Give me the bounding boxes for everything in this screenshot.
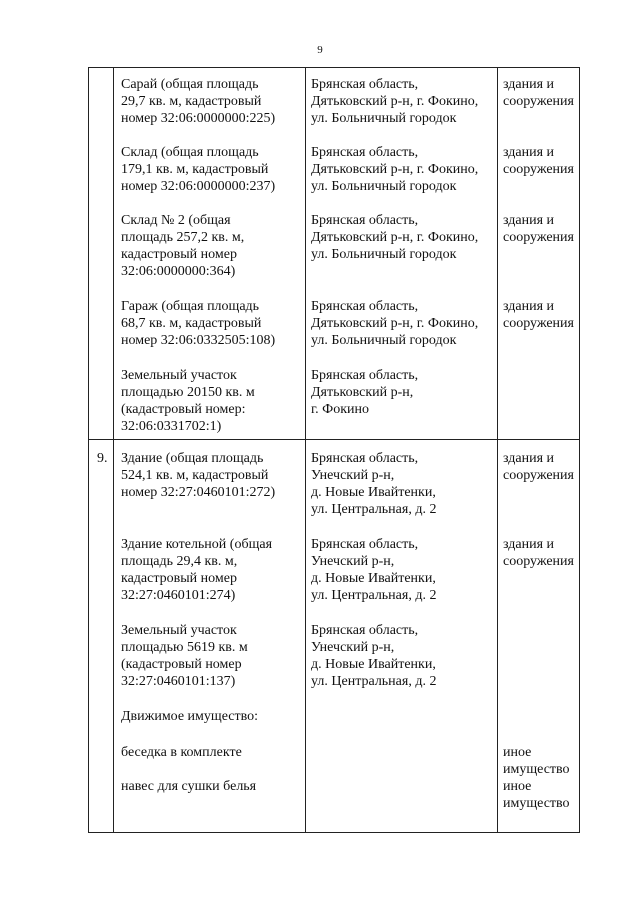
property-type: здания и сооружения	[503, 537, 574, 569]
table-row	[89, 68, 579, 440]
property-type: здания и сооружения	[503, 77, 574, 109]
property-address: Брянская область, Дятьковский р-н, г. Фокино, ул. Больничный городок	[311, 299, 479, 348]
property-name: Земельный участок площадью 5619 кв. м (кадастровый номер 32:27:0460101:137)	[121, 623, 248, 689]
property-name: Склад № 2 (общая площадь 257,2 кв. м, кадастровый номер 32:06:0000000:364)	[121, 213, 245, 279]
column-divider	[113, 68, 114, 439]
property-address: Брянская область, Дятьковский р-н, г. Фокино	[311, 368, 419, 417]
table-row	[89, 440, 579, 832]
property-address: Брянская область, Унечский р-н, д. Новые Ивайтенки, ул. Центральная, д. 2	[311, 537, 437, 603]
property-table	[88, 67, 580, 833]
property-address: Брянская область, Дятьковский р-н, г. Фокино, ул. Больничный городок	[311, 145, 479, 194]
property-name: Здание (общая площадь 524,1 кв. м, кадастровый номер 32:27:0460101:272)	[121, 451, 276, 500]
movable-property-heading: Движимое имущество:	[121, 709, 258, 724]
property-name: беседка в комплекте	[121, 745, 242, 760]
property-address: Брянская область, Дятьковский р-н, г. Фокино, ул. Больничный городок	[311, 213, 479, 262]
column-divider	[497, 440, 498, 832]
property-name: Сарай (общая площадь 29,7 кв. м, кадастровый номер 32:06:0000000:225)	[121, 77, 276, 126]
property-type: здания и сооружения	[503, 451, 574, 483]
page-number: 9	[317, 44, 323, 56]
column-divider	[113, 440, 114, 832]
property-type: иное имущество	[503, 745, 570, 777]
column-divider	[305, 68, 306, 439]
property-name: Гараж (общая площадь 68,7 кв. м, кадастровый номер 32:06:0332505:108)	[121, 299, 276, 348]
row-number: 9.	[97, 451, 108, 466]
property-address: Брянская область, Унечский р-н, д. Новые Ивайтенки, ул. Центральная, д. 2	[311, 623, 437, 689]
property-type: здания и сооружения	[503, 145, 574, 177]
property-type: здания и сооружения	[503, 299, 574, 331]
property-address: Брянская область, Унечский р-н, д. Новые Ивайтенки, ул. Центральная, д. 2	[311, 451, 437, 517]
property-name: навес для сушки белья	[121, 779, 257, 794]
property-type: иное имущество	[503, 779, 570, 811]
column-divider	[305, 440, 306, 832]
property-type: здания и сооружения	[503, 213, 574, 245]
column-divider	[497, 68, 498, 439]
property-address: Брянская область, Дятьковский р-н, г. Фокино, ул. Больничный городок	[311, 77, 479, 126]
property-name: Здание котельной (общая площадь 29,4 кв. м, кадастровый номер 32:27:0460101:274)	[121, 537, 273, 603]
property-name: Склад (общая площадь 179,1 кв. м, кадастровый номер 32:06:0000000:237)	[121, 145, 276, 194]
property-name: Земельный участок площадью 20150 кв. м (кадастровый номер: 32:06:0331702:1)	[121, 368, 255, 434]
